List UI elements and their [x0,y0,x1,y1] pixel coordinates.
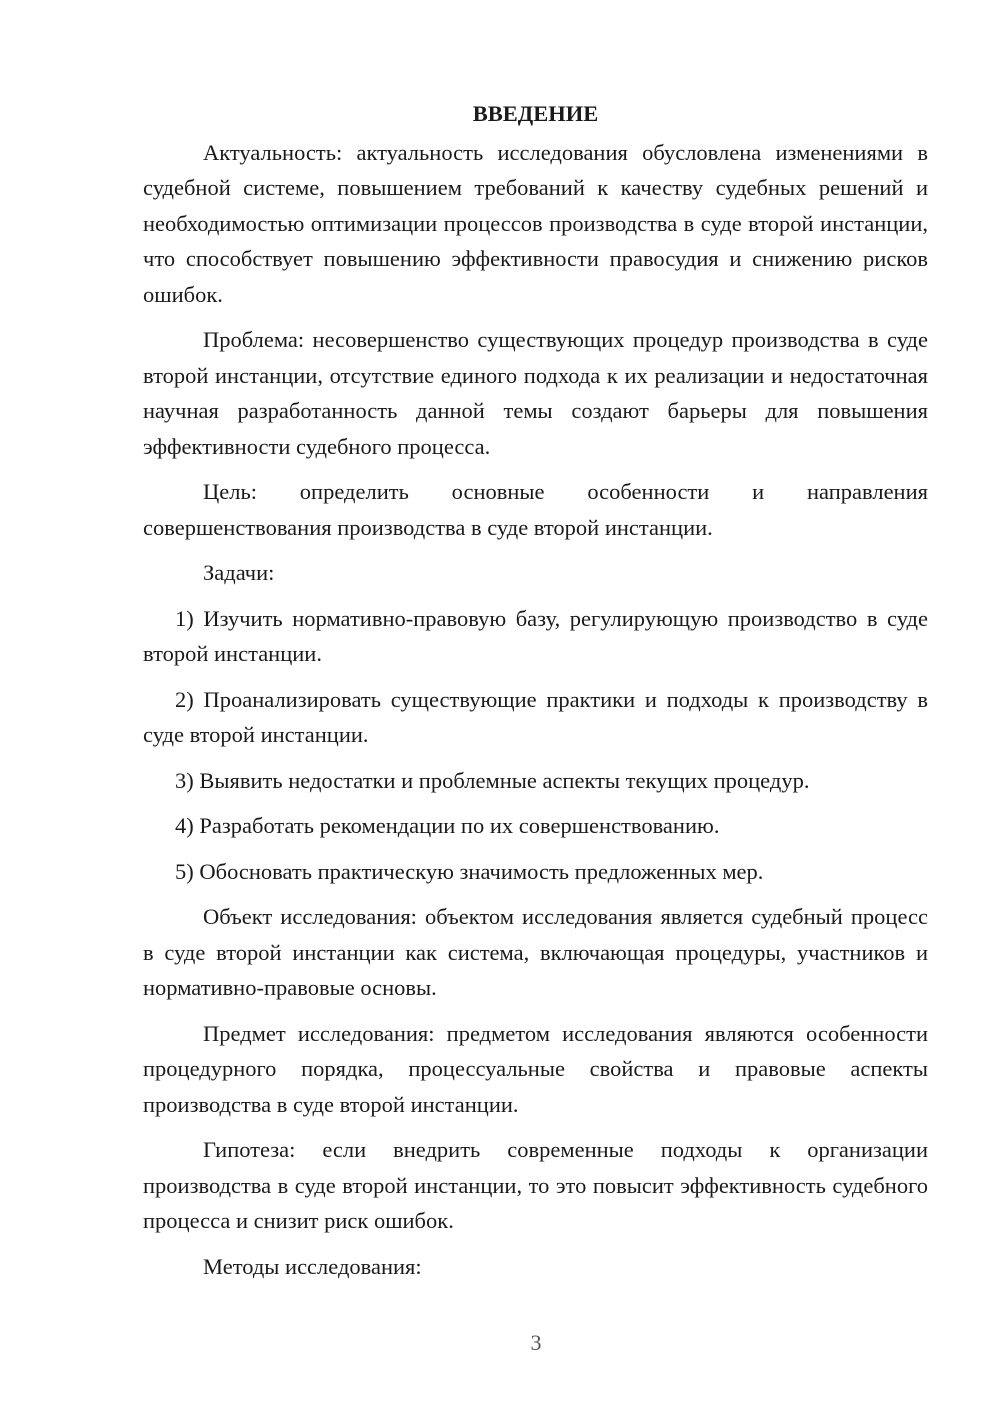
task-item-4: 4) Разработать рекомендации по их совершенствованию. [175,813,720,838]
task-item-3: 3) Выявить недостатки и проблемные аспекты текущих процедур. [175,767,810,793]
hypothesis-paragraph: Гипотеза: если внедрить современные подходы к организации производства в суде второй инстанции, то это повысит эффективность судебного процесса и снизит риск ошибок. [143,1137,928,1233]
task-item-1: 1) Изучить нормативно-правовую базу, регулирующую производство в суде второй инстанции. [143,605,928,666]
task-item-2: 2) Проанализировать существующие практики и подходы к производству в суде второй инстанции. [143,686,928,747]
methods-heading: Методы исследования: [203,1253,422,1279]
tasks-heading: Задачи: [203,560,275,585]
goal-paragraph: Цель: определить основные особенности и направления совершенствования производства в суде второй инстанции. [143,479,928,540]
task-item-5: 5) Обосновать практическую значимость предложенных мер. [175,858,764,884]
subject-paragraph: Предмет исследования: предметом исследования являются особенности процедурного порядка, процессуальные свойства и правовые аспекты производства в суде второй инстанции. [143,1020,928,1117]
document-body [143,96,928,1294]
section-title: ВВЕДЕНИЕ [472,101,599,126]
problem-paragraph: Проблема: несовершенство существующих процедур производства в суде второй инстанции, отсутствие единого подхода к их реализации и недостаточная научная разработанность данной темы создают барьеры для повышения эффективности судебного процесса. [143,327,928,459]
page-number: 3 [530,1330,542,1355]
relevance-paragraph: Актуальность: актуальность исследования обусловлена изменениями в судебной системе, повышением требований к качеству судебных решений и необходимостью оптимизации процессов производства в суде второй инстанции, что способствует повышению эффективности правосудия и снижению рисков ошибок. [143,139,928,307]
object-paragraph: Объект исследования: объектом исследования является судебный процесс в суде второй инстанции как система, включающая процедуры, участников и нормативно-правовые основы. [143,904,928,1000]
